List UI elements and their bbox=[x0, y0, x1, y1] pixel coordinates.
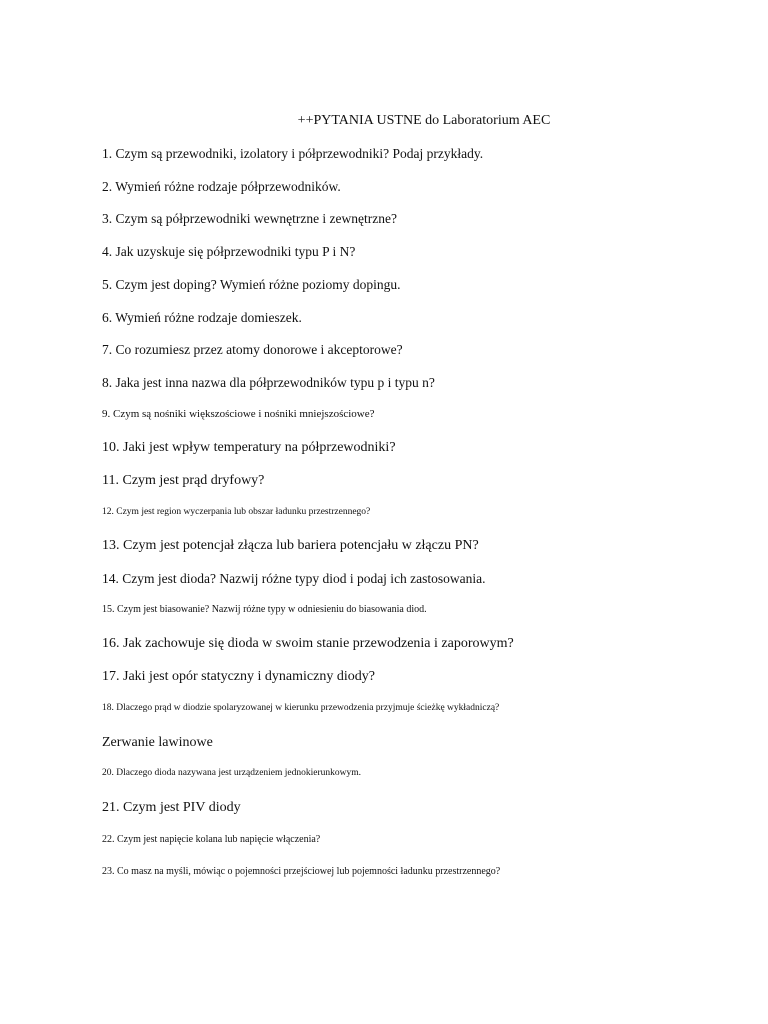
question-21: 21. Czym jest PIV diody bbox=[102, 800, 241, 815]
question-6: 6. Wymień różne rodzaje domieszek. bbox=[102, 310, 302, 325]
question-10: 10. Jaki jest wpływ temperatury na półprzewodniki? bbox=[102, 440, 396, 455]
question-20: 20. Dlaczego dioda nazywana jest urządzeniem jednokierunkowym. bbox=[102, 768, 362, 778]
question-13: 13. Czym jest potencjał złącza lub bariera potencjału w złączu PN? bbox=[102, 538, 479, 553]
question-2: 2. Wymień różne rodzaje półprzewodników. bbox=[102, 179, 341, 194]
question-12: 12. Czym jest region wyczerpania lub obszar ładunku przestrzennego? bbox=[102, 507, 371, 517]
question-1: 1. Czym są przewodniki, izolatory i półprzewodniki? Podaj przykłady. bbox=[102, 146, 484, 161]
question-19: Zerwanie lawinowe bbox=[102, 735, 213, 750]
question-17: 17. Jaki jest opór statyczny i dynamiczny diody? bbox=[102, 669, 375, 684]
question-7: 7. Co rozumiesz przez atomy donorowe i akceptorowe? bbox=[102, 342, 403, 357]
question-23: 23. Co masz na myśli, mówiąc o pojemności przejściowej lub pojemności ładunku przestrzennego? bbox=[102, 866, 501, 877]
question-14: 14. Czym jest dioda? Nazwij różne typy diod i podaj ich zastosowania. bbox=[102, 571, 486, 586]
question-16: 16. Jak zachowuje się dioda w swoim stanie przewodzenia i zaporowym? bbox=[102, 636, 514, 651]
question-5: 5. Czym jest doping? Wymień różne poziomy dopingu. bbox=[102, 277, 401, 292]
question-9: 9. Czym są nośniki większościowe i nośniki mniejszościowe? bbox=[102, 408, 375, 420]
question-3: 3. Czym są półprzewodniki wewnętrzne i zewnętrzne? bbox=[102, 211, 398, 226]
document-title: ++PYTANIA USTNE do Laboratorium AEC bbox=[297, 113, 551, 128]
question-22: 22. Czym jest napięcie kolana lub napięcie włączenia? bbox=[102, 834, 321, 845]
question-15: 15. Czym jest biasowanie? Nazwij różne typy w odniesieniu do biasowania diod. bbox=[102, 604, 427, 615]
question-18: 18. Dlaczego prąd w diodzie spolaryzowanej w kierunku przewodzenia przyjmuje ścieżkę wykładniczą? bbox=[102, 703, 500, 713]
question-11: 11. Czym jest prąd dryfowy? bbox=[102, 473, 265, 488]
question-8: 8. Jaka jest inna nazwa dla półprzewodników typu p i typu n? bbox=[102, 375, 435, 390]
question-4: 4. Jak uzyskuje się półprzewodniki typu P i N? bbox=[102, 244, 356, 259]
